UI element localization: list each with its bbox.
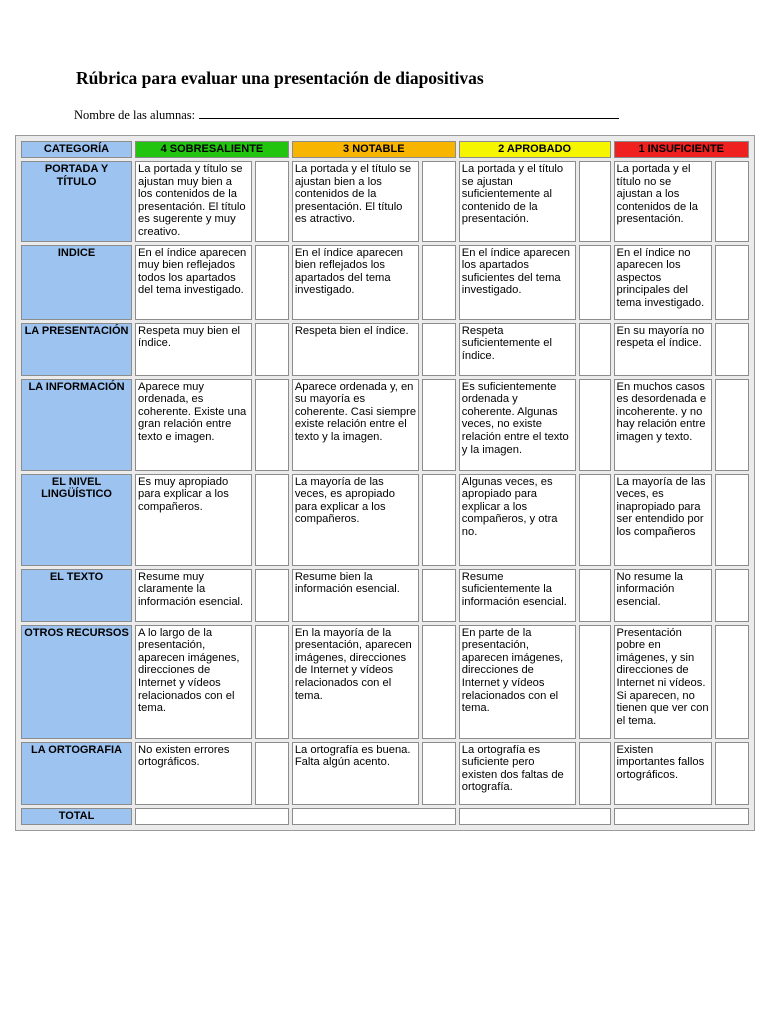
- descriptor-level-4: Resume muy claramente la información esencial.: [135, 569, 252, 622]
- header-row: [21, 141, 749, 158]
- criteria-row: [21, 474, 749, 566]
- score-cell[interactable]: [715, 161, 749, 242]
- score-cell[interactable]: [255, 625, 289, 739]
- score-cell[interactable]: [715, 379, 749, 471]
- total-score-cell[interactable]: [459, 808, 611, 826]
- score-cell[interactable]: [579, 323, 611, 376]
- name-blank-field[interactable]: [199, 106, 619, 119]
- score-cell[interactable]: [422, 569, 456, 622]
- descriptor-level-2: Es suficientemente ordenada y coherente. Algunas veces, no existe relación entre el texto y la imagen.: [459, 379, 576, 471]
- descriptor-level-4: Es muy apropiado para explicar a los compañeros.: [135, 474, 252, 566]
- document-title: Rúbrica para evaluar una presentación de diapositivas: [76, 68, 484, 88]
- score-cell[interactable]: [255, 161, 289, 242]
- descriptor-level-4: A lo largo de la presentación, aparecen imágenes, direcciones de Internet y vídeos relacionados con el tema.: [135, 625, 252, 739]
- descriptor-level-3: En la mayoría de la presentación, aparecen imágenes, direcciones de Internet y vídeos relacionados con el tema.: [292, 625, 419, 739]
- descriptor-level-3: Resume bien la información esencial.: [292, 569, 419, 622]
- descriptor-level-4: No existen errores ortográficos.: [135, 742, 252, 805]
- descriptor-level-3: La portada y el título se ajustan bien a los contenidos de la presentación. El título es atractivo.: [292, 161, 419, 242]
- rubric-table-frame: [15, 135, 755, 831]
- score-cell[interactable]: [255, 379, 289, 471]
- descriptor-level-1: No resume la información esencial.: [614, 569, 713, 622]
- rubric-table: [18, 138, 752, 828]
- descriptor-level-1: Presentación pobre en imágenes, y sin direcciones de Internet ni vídeos. Si aparecen, no tienen que ver con el tema.: [614, 625, 713, 739]
- descriptor-level-1: En el índice no aparecen los aspectos principales del tema investigado.: [614, 245, 713, 320]
- total-score-cell[interactable]: [292, 808, 456, 826]
- score-cell[interactable]: [422, 323, 456, 376]
- category-cell: LA PRESENTACIÓN: [21, 323, 132, 376]
- criteria-row: [21, 379, 749, 471]
- descriptor-level-4: Respeta muy bien el índice.: [135, 323, 252, 376]
- descriptor-level-3: La mayoría de las veces, es apropiado para explicar a los compañeros.: [292, 474, 419, 566]
- descriptor-level-4: Aparece muy ordenada, es coherente. Existe una gran relación entre texto e imagen.: [135, 379, 252, 471]
- descriptor-level-2: En parte de la presentación, aparecen imágenes, direcciones de Internet y vídeos relacionados con el tema.: [459, 625, 576, 739]
- descriptor-level-2: La ortografía es suficiente pero existen dos faltas de ortografía.: [459, 742, 576, 805]
- descriptor-level-2: En el índice aparecen los apartados suficientes del tema investigado.: [459, 245, 576, 320]
- score-cell[interactable]: [715, 569, 749, 622]
- score-cell[interactable]: [422, 161, 456, 242]
- descriptor-level-1: La mayoría de las veces, es inapropiado para ser entendido por los compañeros: [614, 474, 713, 566]
- category-cell: EL NIVEL LINGÜÍSTICO: [21, 474, 132, 566]
- descriptor-level-4: La portada y título se ajustan muy bien a los contenidos de la presentación. El título es sugerente y muy creativo.: [135, 161, 252, 242]
- criteria-row: [21, 323, 749, 376]
- descriptor-level-2: Respeta suficientemente el índice.: [459, 323, 576, 376]
- descriptor-level-4: En el índice aparecen muy bien reflejados todos los apartados del tema investigado.: [135, 245, 252, 320]
- score-cell[interactable]: [715, 474, 749, 566]
- total-score-cell[interactable]: [614, 808, 750, 826]
- descriptor-level-1: En muchos casos es desordenada e incoherente. y no hay relación entre imagen y texto.: [614, 379, 713, 471]
- category-cell: LA ORTOGRAFIA: [21, 742, 132, 805]
- descriptor-level-1: En su mayoría no respeta el índice.: [614, 323, 713, 376]
- score-cell[interactable]: [579, 245, 611, 320]
- score-cell[interactable]: [579, 742, 611, 805]
- score-cell[interactable]: [422, 379, 456, 471]
- score-cell[interactable]: [579, 161, 611, 242]
- score-cell[interactable]: [255, 323, 289, 376]
- header-category: CATEGORÍA: [21, 141, 132, 158]
- category-cell: PORTADA Y TÍTULO: [21, 161, 132, 242]
- score-cell[interactable]: [579, 474, 611, 566]
- score-cell[interactable]: [715, 245, 749, 320]
- score-cell[interactable]: [255, 742, 289, 805]
- descriptor-level-2: Algunas veces, es apropiado para explicar a los compañeros, y otra no.: [459, 474, 576, 566]
- criteria-row: [21, 245, 749, 320]
- score-cell[interactable]: [422, 742, 456, 805]
- score-cell[interactable]: [255, 474, 289, 566]
- total-row: [21, 808, 749, 826]
- score-cell[interactable]: [422, 474, 456, 566]
- score-cell[interactable]: [255, 569, 289, 622]
- score-cell[interactable]: [579, 569, 611, 622]
- descriptor-level-3: La ortografía es buena. Falta algún acento.: [292, 742, 419, 805]
- score-cell[interactable]: [422, 625, 456, 739]
- descriptor-level-2: Resume suficientemente la información esencial.: [459, 569, 576, 622]
- category-cell: LA INFORMACIÓN: [21, 379, 132, 471]
- score-cell[interactable]: [255, 245, 289, 320]
- score-cell[interactable]: [422, 245, 456, 320]
- criteria-row: [21, 569, 749, 622]
- header-level-2: 2 APROBADO: [459, 141, 611, 158]
- header-level-1: 1 INSUFICIENTE: [614, 141, 750, 158]
- criteria-row: [21, 742, 749, 805]
- student-name-line: [74, 106, 619, 123]
- descriptor-level-1: La portada y el título no se ajustan a los contenidos de la presentación.: [614, 161, 713, 242]
- total-label: TOTAL: [21, 808, 132, 826]
- category-cell: EL TEXTO: [21, 569, 132, 622]
- criteria-row: [21, 625, 749, 739]
- category-cell: OTROS RECURSOS: [21, 625, 132, 739]
- score-cell[interactable]: [715, 625, 749, 739]
- descriptor-level-3: Respeta bien el índice.: [292, 323, 419, 376]
- descriptor-level-3: En el índice aparecen bien reflejados los apartados del tema investigado.: [292, 245, 419, 320]
- name-label: Nombre de las alumnas:: [74, 108, 196, 122]
- category-cell: INDICE: [21, 245, 132, 320]
- total-score-cell[interactable]: [135, 808, 289, 826]
- score-cell[interactable]: [715, 323, 749, 376]
- descriptor-level-2: La portada y el título se ajustan suficientemente al contenido de la presentación.: [459, 161, 576, 242]
- score-cell[interactable]: [579, 379, 611, 471]
- score-cell[interactable]: [715, 742, 749, 805]
- descriptor-level-1: Existen importantes fallos ortográficos.: [614, 742, 713, 805]
- header-level-3: 3 NOTABLE: [292, 141, 456, 158]
- score-cell[interactable]: [579, 625, 611, 739]
- header-level-4: 4 SOBRESALIENTE: [135, 141, 289, 158]
- criteria-row: [21, 161, 749, 242]
- descriptor-level-3: Aparece ordenada y, en su mayoría es coherente. Casi siempre existe relación entre el texto y la imagen.: [292, 379, 419, 471]
